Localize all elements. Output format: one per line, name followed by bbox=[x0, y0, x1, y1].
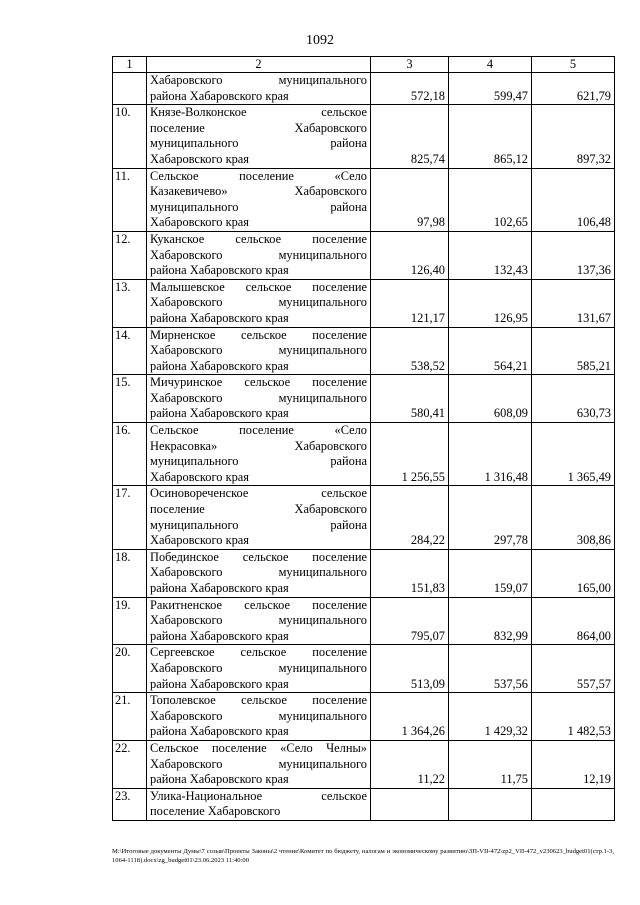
table-row bbox=[113, 597, 615, 645]
name-line: Осиновореченское сельское bbox=[150, 486, 367, 501]
name-line: поселение Хабаровского bbox=[150, 804, 281, 819]
name-line: Мирненское сельское поселение bbox=[150, 327, 367, 342]
value-cell-c3: 572,18 bbox=[371, 73, 449, 105]
value-cell-c5: 106,48 bbox=[532, 168, 615, 231]
table-header-row bbox=[113, 57, 615, 73]
table-row bbox=[113, 486, 615, 549]
name-line: Ракитненское сельское поселение bbox=[150, 597, 367, 612]
name-line: Хабаровского края bbox=[150, 469, 249, 484]
value-cell-c4: 102,65 bbox=[449, 168, 532, 231]
municipality-name bbox=[147, 327, 371, 375]
name-line: района Хабаровского края bbox=[150, 772, 289, 787]
name-line: Казакевичево» Хабаровского bbox=[150, 184, 367, 199]
municipality-name bbox=[147, 279, 371, 327]
name-line: Хабаровского муниципального bbox=[150, 708, 367, 723]
name-line: района Хабаровского края bbox=[150, 263, 289, 278]
row-number: 16. bbox=[113, 423, 147, 486]
value-cell-c3: 538,52 bbox=[371, 327, 449, 375]
row-number: 21. bbox=[113, 693, 147, 741]
municipality-name bbox=[147, 375, 371, 423]
name-line: района Хабаровского края bbox=[150, 628, 289, 643]
value-cell-c5: 12,19 bbox=[532, 740, 615, 788]
value-cell-c3 bbox=[371, 788, 449, 820]
name-line: муниципального района bbox=[150, 517, 367, 532]
value-cell-c3: 97,98 bbox=[371, 168, 449, 231]
table-row bbox=[113, 549, 615, 597]
table-row bbox=[113, 105, 615, 168]
column-header: 2 bbox=[147, 57, 371, 73]
row-number: 22. bbox=[113, 740, 147, 788]
column-header: 4 bbox=[449, 57, 532, 73]
value-cell-c4: 1 316,48 bbox=[449, 423, 532, 486]
row-number: 18. bbox=[113, 549, 147, 597]
value-cell-c5: 864,00 bbox=[532, 597, 615, 645]
value-cell-c4: 865,12 bbox=[449, 105, 532, 168]
municipality-name bbox=[147, 645, 371, 693]
row-number bbox=[113, 73, 147, 105]
name-line: Хабаровского муниципального bbox=[150, 343, 367, 358]
table-row bbox=[113, 788, 615, 820]
column-header: 5 bbox=[532, 57, 615, 73]
value-cell-c5: 897,32 bbox=[532, 105, 615, 168]
municipality-name bbox=[147, 693, 371, 741]
name-line: Улика-Национальное сельское bbox=[150, 788, 367, 803]
value-cell-c3: 513,09 bbox=[371, 645, 449, 693]
value-cell-c5: 585,21 bbox=[532, 327, 615, 375]
municipality-name bbox=[147, 423, 371, 486]
name-line: муниципального района bbox=[150, 199, 367, 214]
table-row bbox=[113, 693, 615, 741]
name-line: Мичуринское сельское поселение bbox=[150, 375, 367, 390]
name-line: района Хабаровского края bbox=[150, 581, 289, 595]
table-row bbox=[113, 168, 615, 231]
municipality-name bbox=[147, 105, 371, 168]
row-number: 13. bbox=[113, 279, 147, 327]
name-line: района Хабаровского края bbox=[150, 88, 289, 103]
row-number: 15. bbox=[113, 375, 147, 423]
value-cell-c5: 308,86 bbox=[532, 486, 615, 549]
value-cell-c5: 1 365,49 bbox=[532, 423, 615, 486]
value-cell-c5: 131,67 bbox=[532, 279, 615, 327]
value-cell-c3: 825,74 bbox=[371, 105, 449, 168]
name-line: Хабаровского муниципального bbox=[150, 756, 367, 771]
value-cell-c3: 11,22 bbox=[371, 740, 449, 788]
name-line: Сельское поселение «Село bbox=[150, 168, 367, 183]
row-number: 20. bbox=[113, 645, 147, 693]
row-number: 17. bbox=[113, 486, 147, 549]
table-row bbox=[113, 73, 615, 105]
value-cell-c3: 126,40 bbox=[371, 231, 449, 279]
value-cell-c5: 165,00 bbox=[532, 549, 615, 597]
municipality-name bbox=[147, 597, 371, 645]
table-row bbox=[113, 375, 615, 423]
value-cell-c4: 11,75 bbox=[449, 740, 532, 788]
value-cell-c4: 564,21 bbox=[449, 327, 532, 375]
table-row bbox=[113, 423, 615, 486]
row-number: 19. bbox=[113, 597, 147, 645]
name-line: Князе-Волконское сельское bbox=[150, 105, 367, 120]
municipality-name bbox=[147, 73, 371, 105]
name-line: Хабаровского муниципального bbox=[150, 390, 367, 405]
row-number: 14. bbox=[113, 327, 147, 375]
name-line: Хабаровского края bbox=[150, 215, 249, 230]
value-cell-c5: 630,73 bbox=[532, 375, 615, 423]
value-cell-c4: 159,07 bbox=[449, 549, 532, 597]
value-cell-c4: 537,56 bbox=[449, 645, 532, 693]
value-cell-c4: 1 429,32 bbox=[449, 693, 532, 741]
row-number: 11. bbox=[113, 168, 147, 231]
budget-table bbox=[112, 56, 615, 821]
table-row bbox=[113, 645, 615, 693]
name-line: Некрасовка» Хабаровского bbox=[150, 438, 367, 453]
table-row bbox=[113, 327, 615, 375]
name-line: Хабаровского муниципального bbox=[150, 295, 367, 310]
name-line: Хабаровского муниципального bbox=[150, 613, 367, 628]
name-line: Тополевское сельское поселение bbox=[150, 693, 367, 708]
name-line: района Хабаровского края bbox=[150, 406, 289, 421]
municipality-name bbox=[147, 740, 371, 788]
name-line: Хабаровского муниципального bbox=[150, 660, 367, 675]
name-line: Сельское поселение «Село bbox=[150, 423, 367, 438]
value-cell-c5 bbox=[532, 788, 615, 820]
value-cell-c3: 151,83 bbox=[371, 549, 449, 597]
name-line: поселение Хабаровского bbox=[150, 502, 367, 517]
value-cell-c4: 297,78 bbox=[449, 486, 532, 549]
name-line: Хабаровского муниципального bbox=[150, 73, 367, 87]
value-cell-c3: 1 364,26 bbox=[371, 693, 449, 741]
table-row bbox=[113, 279, 615, 327]
page-number: 1092 bbox=[306, 33, 334, 48]
name-line: района Хабаровского края bbox=[150, 676, 289, 691]
municipality-name bbox=[147, 231, 371, 279]
value-cell-c4: 599,47 bbox=[449, 73, 532, 105]
municipality-name bbox=[147, 168, 371, 231]
name-line: Хабаровского края bbox=[150, 533, 249, 548]
column-header: 3 bbox=[371, 57, 449, 73]
value-cell-c4: 126,95 bbox=[449, 279, 532, 327]
row-number: 12. bbox=[113, 231, 147, 279]
row-number: 23. bbox=[113, 788, 147, 820]
value-cell-c3: 284,22 bbox=[371, 486, 449, 549]
name-line: Хабаровского муниципального bbox=[150, 565, 367, 580]
column-header: 1 bbox=[113, 57, 147, 73]
value-cell-c5: 1 482,53 bbox=[532, 693, 615, 741]
name-line: Хабаровского муниципального bbox=[150, 247, 367, 262]
name-line: поселение Хабаровского bbox=[150, 120, 367, 135]
name-line: муниципального района bbox=[150, 454, 367, 469]
document-path-footer: М:\Итоговые документы Думы\7 созыв\Проекты Законы\2 чтение\Комитет по бюджету, налогам и экономическому развитию\ЗП-VII-472\zp2_VII-472_v230623_budget01(стр.1-3, 1064-1118).docx\zg_budget01\23.06.2023 11:40:00 bbox=[112, 848, 614, 864]
name-line: Сельское поселение «Село Челны» bbox=[150, 740, 367, 755]
value-cell-c4 bbox=[449, 788, 532, 820]
value-cell-c3: 1 256,55 bbox=[371, 423, 449, 486]
name-line: Хабаровского края bbox=[150, 151, 249, 166]
name-line: Сергеевское сельское поселение bbox=[150, 645, 367, 660]
table-row bbox=[113, 740, 615, 788]
name-line: района Хабаровского края bbox=[150, 358, 289, 373]
value-cell-c5: 137,36 bbox=[532, 231, 615, 279]
name-line: Побединское сельское поселение bbox=[150, 549, 367, 564]
value-cell-c3: 580,41 bbox=[371, 375, 449, 423]
table-row bbox=[113, 231, 615, 279]
name-line: района Хабаровского края bbox=[150, 724, 289, 739]
value-cell-c4: 608,09 bbox=[449, 375, 532, 423]
row-number: 10. bbox=[113, 105, 147, 168]
name-line: Куканское сельское поселение bbox=[150, 231, 367, 246]
value-cell-c3: 795,07 bbox=[371, 597, 449, 645]
value-cell-c5: 621,79 bbox=[532, 73, 615, 105]
value-cell-c5: 557,57 bbox=[532, 645, 615, 693]
value-cell-c3: 121,17 bbox=[371, 279, 449, 327]
municipality-name bbox=[147, 549, 371, 597]
municipality-name bbox=[147, 486, 371, 549]
value-cell-c4: 132,43 bbox=[449, 231, 532, 279]
value-cell-c4: 832,99 bbox=[449, 597, 532, 645]
municipality-name bbox=[147, 788, 371, 820]
name-line: Малышевское сельское поселение bbox=[150, 279, 367, 294]
name-line: муниципального района bbox=[150, 136, 367, 151]
name-line: района Хабаровского края bbox=[150, 310, 289, 325]
